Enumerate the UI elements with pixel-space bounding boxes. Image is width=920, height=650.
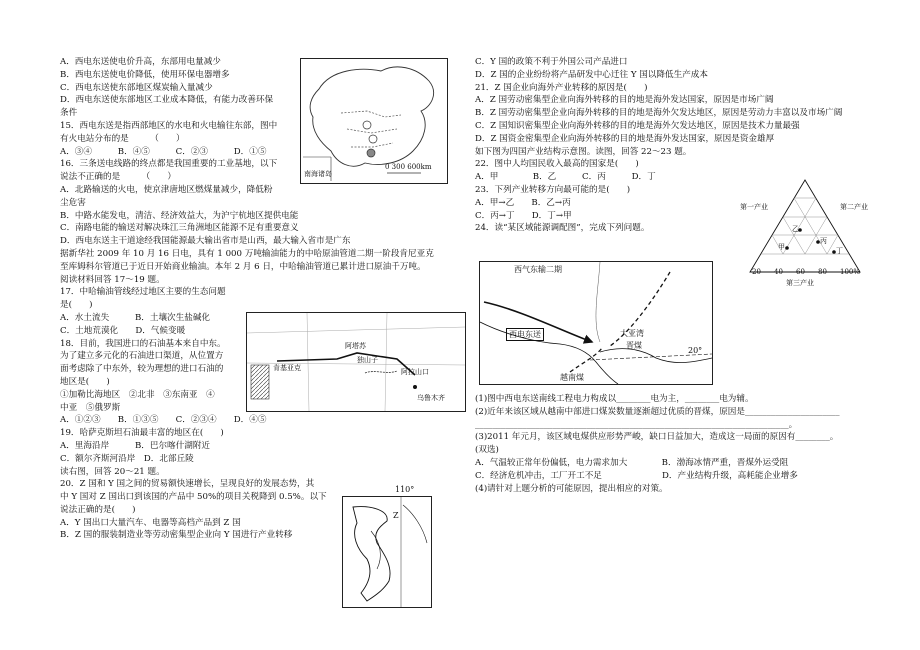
text-line: (双选) xyxy=(475,445,499,456)
text-line: 读右图，回答 20～21 题。 xyxy=(60,466,165,477)
text-line: 21．Z 国企业向海外产业转移的原因是( ) xyxy=(475,82,648,93)
text-line: 阅读材料回答 17～19 题。 xyxy=(60,274,165,285)
text-line: B．西电东送使电价降低，使用环保电器增多 xyxy=(60,69,230,80)
energy-map-svg xyxy=(480,262,712,384)
text-line: C．Y 国的政策不利于外国公司产品进口 xyxy=(475,57,628,67)
energy-label: 大亚湾 xyxy=(620,329,644,338)
text-line: B．中路水能发电，清洁、经济效益大，为沪宁杭地区提供电能 xyxy=(60,210,299,221)
text-line: A．甲→乙 B．乙→丙 xyxy=(475,197,571,208)
text-line: 23．下列产业转移方向最可能的是( ) xyxy=(475,184,631,195)
energy-label: 西气东输二期 xyxy=(514,265,562,274)
text-line: 是( ) xyxy=(60,300,93,311)
text-line: B．Z 国的服装制造业等劳动密集型企业向 Y 国进行产业转移 xyxy=(60,530,293,541)
text-line: (1)图中西电东送南线工程电力构成以________电为主，________电为辅。 xyxy=(475,394,754,404)
ternary-axis-left: 第一产业 xyxy=(740,203,768,211)
text-line: 19．哈萨克斯坦石油最丰富的地区在( ) xyxy=(60,428,224,439)
text-line: 中 Y 国对 Z 国出口到该国的产品中 50%的项目关税降到 0.5%。以下 xyxy=(60,492,327,503)
text-line: 地区是( ) xyxy=(60,376,110,387)
text-line: A．甲 B．乙 C．丙 D．丁 xyxy=(475,172,656,183)
ternary-diagram xyxy=(740,172,870,290)
text-line: 据新华社 2009 年 10 月 16 日电，具有 1 000 万吨输油能力的中哈原油管道二期一阶段肯尼亚克 xyxy=(60,248,434,259)
text-line: A．北路输送的火电，使京津唐地区燃煤量减少，降低粉 xyxy=(60,184,273,195)
text-line: D．西电东送使东部地区工业成本降低，有能力改善环保 xyxy=(60,95,274,106)
text-line: C．Z 国知识密集型企业向海外转移的目的地是海外欠发达地区，原因是技术力量最强 xyxy=(475,120,800,131)
text-line: 20．Z 国和 Y 国之间的贸易额快速增长，呈现良好的发展态势，其 xyxy=(60,479,315,490)
text-line: A．Y 国出口大量汽车、电器等高档产品到 Z 国 xyxy=(60,517,241,528)
ternary-tick: 40 xyxy=(774,268,783,276)
map-label-z: Z xyxy=(393,511,399,520)
pipeline-map-figure xyxy=(246,312,466,412)
text-line: 为了建立多元化的石油进口渠道，从位置方 xyxy=(60,351,224,362)
ternary-point-label: 丙 xyxy=(820,237,827,245)
pipeline-label: 肯基亚克 xyxy=(273,364,301,372)
text-line: A．水土流失 B．土壤次生盐碱化 xyxy=(60,312,211,323)
vietnam-map-figure xyxy=(342,485,432,608)
text-line: A．气温较正常年份偏低，电力需求加大 B．渤海冰情严重，晋煤外运受阻 xyxy=(475,457,789,468)
text-line: 条件 xyxy=(60,108,78,119)
text-line: C．西电东送使东部地区煤炭输入量减少 xyxy=(60,82,213,93)
text-line: C．经济危机冲击，工厂开工不足 D．产业结构升级，高耗能企业增多 xyxy=(475,470,798,481)
ternary-axis-bottom: 第三产业 xyxy=(786,279,814,287)
text-line: C．额尔齐斯河沿岸 D．北部丘陵 xyxy=(60,453,194,464)
text-line: 15．西电东送是指西部地区的水电和火电输往东部，图中 xyxy=(60,120,278,131)
text-line: (2)近年来该区域从越南中部进口煤炭数量逐渐超过优质的晋煤，原因是______________________ xyxy=(475,406,840,417)
text-line: A．西电东送使电价升高，东部用电量减少 xyxy=(60,57,221,67)
text-line: 16．三条送电线路的终点都是我国重要的工业基地，以下 xyxy=(60,159,278,170)
ternary-tick: 20 xyxy=(752,268,761,276)
text-line: 17．中哈输油管线经过地区主要的生态问题 xyxy=(60,287,226,298)
vietnam-map-svg xyxy=(343,497,431,607)
ternary-tick: 100% xyxy=(840,268,861,276)
text-line: 如下图为四国产业结构示意图。读图，回答 22～23 题。 xyxy=(475,146,692,157)
text-line: 说法正确的是( ) xyxy=(60,504,136,515)
ternary-axis-right: 第二产业 xyxy=(840,203,868,211)
energy-label: 晋煤 xyxy=(626,341,642,350)
text-line: 尘危害 xyxy=(60,197,86,208)
text-line: 说法不正确的是 （ ） xyxy=(60,172,177,183)
text-line: 至库姆科尔管道已于近日开始商业输油。本年 2 月 6 日，中哈输油管道已累计进口原油千万吨。 xyxy=(60,261,426,272)
text-line: C．南路电能的输送对解决珠江三角洲地区能源不足有重要意义 xyxy=(60,223,299,234)
ternary-point-label: 乙 xyxy=(792,225,799,233)
text-line: D．Z 国的企业纷纷将产品研发中心迁往 Y 国以降低生产成本 xyxy=(475,69,708,80)
pipeline-label: 乌鲁木齐 xyxy=(417,394,445,402)
text-line: B．Z 国劳动密集型企业向海外转移的目的地是海外欠发达地区，原因是劳动力丰富以及市场广阔 xyxy=(475,108,843,119)
text-line: D．西电东送主干道途经我国能源最大输出省市是山西，最大输入省市是广东 xyxy=(60,236,351,247)
text-line: ①加勒比海地区 ②北非 ③东南亚 ④ xyxy=(60,389,215,400)
map-scale: 0 300 600km xyxy=(385,163,432,171)
text-line: C．土地荒漠化 D．气候变暖 xyxy=(60,325,186,336)
china-map-figure xyxy=(300,58,448,184)
text-line: 22．图中人均国民收入最高的国家是( ) xyxy=(475,159,639,170)
energy-label: 越南煤 xyxy=(560,373,584,382)
text-line: (3)2011 年元月，该区域电煤供应形势严峻，缺口日益加大，造成这一局面的原因有________。 xyxy=(475,432,839,443)
map-inset-label: 南海诸岛 xyxy=(304,170,332,178)
text-line: A．里海沿岸 B．巴尔喀什湖附近 xyxy=(60,440,211,451)
text-line: 面考虑除了中东外，较为理想的进口石油的 xyxy=(60,364,224,375)
energy-map-figure xyxy=(479,261,713,385)
ternary-tick: 80 xyxy=(818,268,827,276)
ternary-point-label: 甲 xyxy=(778,243,785,251)
right-column-bottom xyxy=(475,393,885,495)
text-line: 中亚 ⑤俄罗斯 xyxy=(60,402,121,413)
text-line: A．Z 国劳动密集型企业向海外转移的目的地是海外发达国家，原因是市场广阔 xyxy=(475,95,774,106)
text-line: 24．读“某区域能源调配图”，完成下列问题。 xyxy=(475,223,650,234)
text-line: A．①②③ B．①③⑤ C．②③④ D．④⑤ xyxy=(60,415,267,426)
ternary-point-label: 丁 xyxy=(836,247,843,255)
text-line: 18．目前，我国进口的石油基本来自中东。 xyxy=(60,338,226,349)
pipeline-label: 独山子 xyxy=(357,356,378,364)
text-line: _________________________________________________________________________。 xyxy=(475,419,798,430)
text-line: D．Z 国资金密集型企业向海外转移的目的地是海外发达国家，原因是资金雄厚 xyxy=(475,133,775,144)
text-line: A．③④ B．④⑤ C．②③ D．①⑤ xyxy=(60,146,267,157)
longitude-label: 110° xyxy=(395,485,415,494)
ternary-tick: 60 xyxy=(796,268,805,276)
text-line: 有火电站分布的是 （ ） xyxy=(60,133,185,144)
text-line: (4)请针对上题分析的可能原因，提出相应的对策。 xyxy=(475,483,668,494)
pipeline-label: 阿拉山口 xyxy=(401,368,429,376)
pipeline-label: 阿塔苏 xyxy=(345,342,366,350)
energy-label: 西电东送 xyxy=(506,328,544,341)
text-line: C．丙→丁 D．丁→甲 xyxy=(475,210,572,221)
energy-label: 20° xyxy=(688,346,703,355)
